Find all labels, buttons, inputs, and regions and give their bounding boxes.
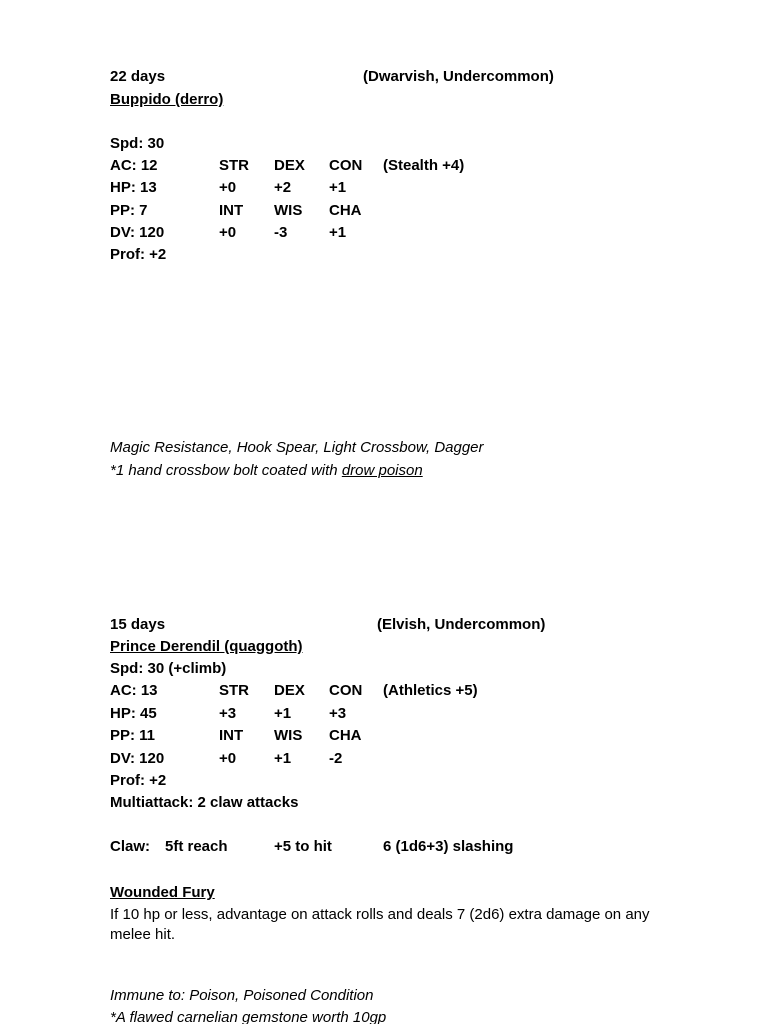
derendil-cha-label: CHA — [329, 727, 362, 744]
derendil-claw-hit: +5 to hit — [274, 838, 332, 855]
derendil-fury-title: Wounded Fury — [110, 884, 215, 901]
derendil-ac: AC: 13 — [110, 682, 158, 699]
derendil-int-label: INT — [219, 727, 244, 744]
derendil-languages: (Elvish, Undercommon) — [377, 616, 546, 633]
buppido-wis-label: WIS — [274, 202, 303, 219]
derendil-name: Prince Derendil (quaggoth) — [110, 638, 303, 655]
derendil-dv: DV: 120 — [110, 750, 165, 767]
derendil-claw-damage: 6 (1d6+3) slashing — [383, 838, 514, 855]
derendil-pp: PP: 11 — [110, 727, 156, 744]
derendil-claw-name: Claw: — [110, 838, 151, 855]
buppido-str-label: STR — [219, 157, 249, 174]
buppido-skill: (Stealth +4) — [383, 157, 465, 174]
derendil-cha: -2 — [329, 750, 343, 767]
buppido-abilities: Magic Resistance, Hook Spear, Light Crossbow, Dagger — [110, 439, 484, 456]
buppido-dex-label: DEX — [274, 157, 305, 174]
buppido-dex: +2 — [274, 179, 292, 196]
buppido-int-label: INT — [219, 202, 244, 219]
derendil-dex: +1 — [274, 705, 292, 722]
buppido-wis: -3 — [274, 224, 288, 241]
buppido-name: Buppido (derro) — [110, 91, 224, 108]
derendil-hp: HP: 45 — [110, 705, 157, 722]
derendil-wis-label: WIS — [274, 727, 303, 744]
buppido-ac: AC: 12 — [110, 157, 158, 174]
derendil-wis: +1 — [274, 750, 292, 767]
buppido-prof: Prof: +2 — [110, 246, 167, 263]
buppido-languages: (Dwarvish, Undercommon) — [363, 68, 554, 85]
derendil-skill: (Athletics +5) — [383, 682, 478, 699]
derendil-days: 15 days — [110, 616, 166, 633]
derendil-prof: Prof: +2 — [110, 772, 167, 789]
derendil-con: +3 — [329, 705, 347, 722]
derendil-multiattack: Multiattack: 2 claw attacks — [110, 794, 299, 811]
buppido-pp: PP: 7 — [110, 202, 148, 219]
buppido-con-label: CON — [329, 157, 363, 174]
derendil-str-label: STR — [219, 682, 249, 699]
buppido-item-prefix: *1 hand crossbow bolt coated with — [110, 462, 342, 479]
derendil-con-label: CON — [329, 682, 363, 699]
buppido-speed: Spd: 30 — [110, 135, 165, 152]
buppido-str: +0 — [219, 179, 237, 196]
derendil-str: +3 — [219, 705, 237, 722]
derendil-claw-reach: 5ft reach — [165, 838, 228, 855]
buppido-dv: DV: 120 — [110, 224, 165, 241]
buppido-days: 22 days — [110, 68, 166, 85]
buppido-cha: +1 — [329, 224, 347, 241]
derendil-int: +0 — [219, 750, 237, 767]
buppido-item-link: drow poison — [341, 462, 423, 479]
buppido-cha-label: CHA — [329, 202, 362, 219]
buppido-con: +1 — [329, 179, 347, 196]
buppido-item — [110, 461, 423, 481]
buppido-hp: HP: 13 — [110, 179, 157, 196]
derendil-immune: Immune to: Poison, Poisoned Condition — [110, 987, 374, 1004]
buppido-int: +0 — [219, 224, 237, 241]
derendil-dex-label: DEX — [274, 682, 305, 699]
derendil-item: *A flawed carnelian gemstone worth 10gp — [110, 1009, 387, 1024]
derendil-speed: Spd: 30 (+climb) — [110, 660, 227, 677]
derendil-fury-text: If 10 hp or less, advantage on attack rolls and deals 7 (2d6) extra damage on any melee hit. — [110, 906, 650, 943]
